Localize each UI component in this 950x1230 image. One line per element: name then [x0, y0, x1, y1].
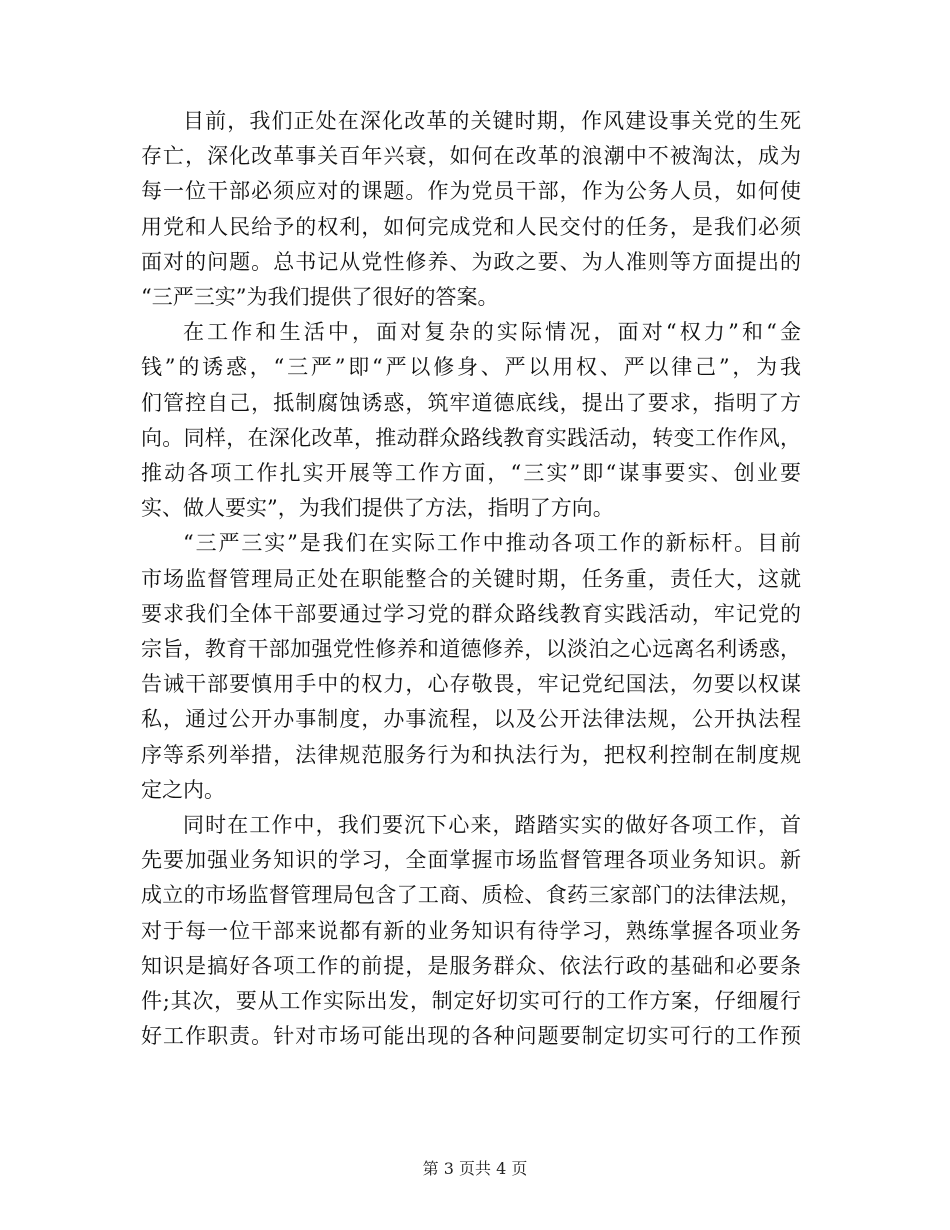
body-text [141, 104, 801, 1054]
page-number: 第 3 页共 4 页 [422, 1159, 528, 1178]
paragraph-3 [141, 526, 801, 808]
text-line: 好工作职责。针对市场可能出现的各种问题要制定切实可行的工作预 [141, 1024, 801, 1049]
text-line: 对于每一位干部来说都有新的业务知识有待学习，熟练掌握各项业务 [141, 918, 801, 943]
text-line: 们管控自己，抵制腐蚀诱惑，筑牢道德底线，提出了要求，指明了方 [141, 390, 801, 415]
paragraph-4 [141, 808, 801, 1054]
text-line: 成立的市场监督管理局包含了工商、质检、食药三家部门的法律法规， [141, 883, 801, 908]
text-line: 宗旨，教育干部加强党性修养和道德修养，以淡泊之心远离名利诱惑， [141, 637, 801, 662]
text-line: 定之内。 [141, 777, 225, 802]
paragraph-1 [141, 104, 801, 315]
text-line: 件;其次，要从工作实际出发，制定好切实可行的工作方案，仔细履行 [141, 989, 801, 1014]
text-line: 存亡，深化改革事关百年兴衰，如何在改革的浪潮中不被淘汰，成为 [141, 144, 801, 169]
text-line: “三严三实”为我们提供了很好的答案。 [141, 285, 499, 310]
text-line: “三严三实”是我们在实际工作中推动各项工作的新标杆。目前 [183, 531, 801, 556]
text-line: 钱”的诱惑，“三严”即“严以修身、严以用权、严以律己”，为我 [141, 355, 801, 380]
text-line: 同时在工作中，我们要沉下心来，踏踏实实的做好各项工作，首 [183, 813, 801, 838]
text-line: 用党和人民给予的权利，如何完成党和人民交付的任务，是我们必须 [141, 214, 801, 239]
text-line: 实、做人要实”，为我们提供了方法，指明了方向。 [141, 496, 614, 521]
text-line: 市场监督管理局正处在职能整合的关键时期，任务重，责任大，这就 [141, 566, 801, 591]
text-line: 先要加强业务知识的学习，全面掌握市场监督管理各项业务知识。新 [141, 848, 801, 873]
text-line: 每一位干部必须应对的课题。作为党员干部，作为公务人员，如何使 [141, 179, 801, 204]
text-line: 向。同样，在深化改革，推动群众路线教育实践活动，转变工作作风， [141, 425, 801, 450]
text-line: 私，通过公开办事制度，办事流程，以及公开法律法规，公开执法程 [141, 707, 801, 732]
text-line: 告诫干部要慎用手中的权力，心存敬畏，牢记党纪国法，勿要以权谋 [141, 672, 801, 697]
paragraph-2 [141, 315, 801, 526]
text-line: 推动各项工作扎实开展等工作方面，“三实”即“谋事要实、创业要 [141, 461, 801, 486]
text-line: 目前，我们正处在深化改革的关键时期，作风建设事关党的生死 [183, 109, 801, 133]
text-line: 要求我们全体干部要通过学习党的群众路线教育实践活动，牢记党的 [141, 601, 801, 626]
text-line: 序等系列举措，法律规范服务行为和执法行为，把权利控制在制度规 [141, 742, 801, 767]
text-line: 在工作和生活中，面对复杂的实际情况，面对“权力”和“金 [183, 320, 801, 345]
text-line: 知识是搞好各项工作的前提，是服务群众、依法行政的基础和必要条 [141, 953, 801, 978]
text-line: 面对的问题。总书记从党性修养、为政之要、为人准则等方面提出的 [141, 249, 801, 274]
